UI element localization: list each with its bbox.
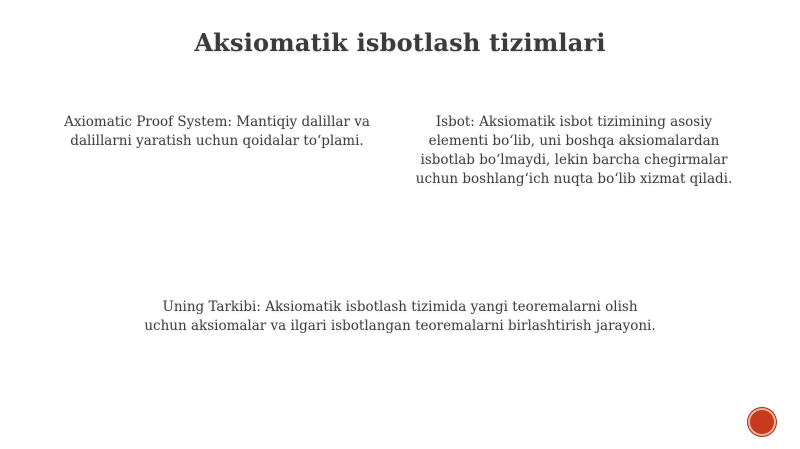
text-block-axiomatic-proof-system: Axiomatic Proof System: Mantiqiy dalillar va dalillarni yaratish uchun qoidalar toʻplami. [64,114,370,149]
text-block-isbot: Isbot: Aksiomatik isbot tizimining asosiy elementi boʻlib, uni boshqa aksiomalardan isbotlab boʻlmaydi, lekin barcha chegirmalar uchun boshlangʻich nuqta boʻlib xizmat qiladi. [415,114,733,187]
slide-title: Aksiomatik isbotlash tizimlari [194,28,606,57]
next-slide-button[interactable] [748,408,776,436]
text-block-tarkibi: Uning Tarkibi: Aksiomatik isbotlash tizimida yangi teoremalarni olish uchun aksiomalar va ilgari isbotlangan teoremalarni birlashtirish jarayoni. [144,299,656,334]
